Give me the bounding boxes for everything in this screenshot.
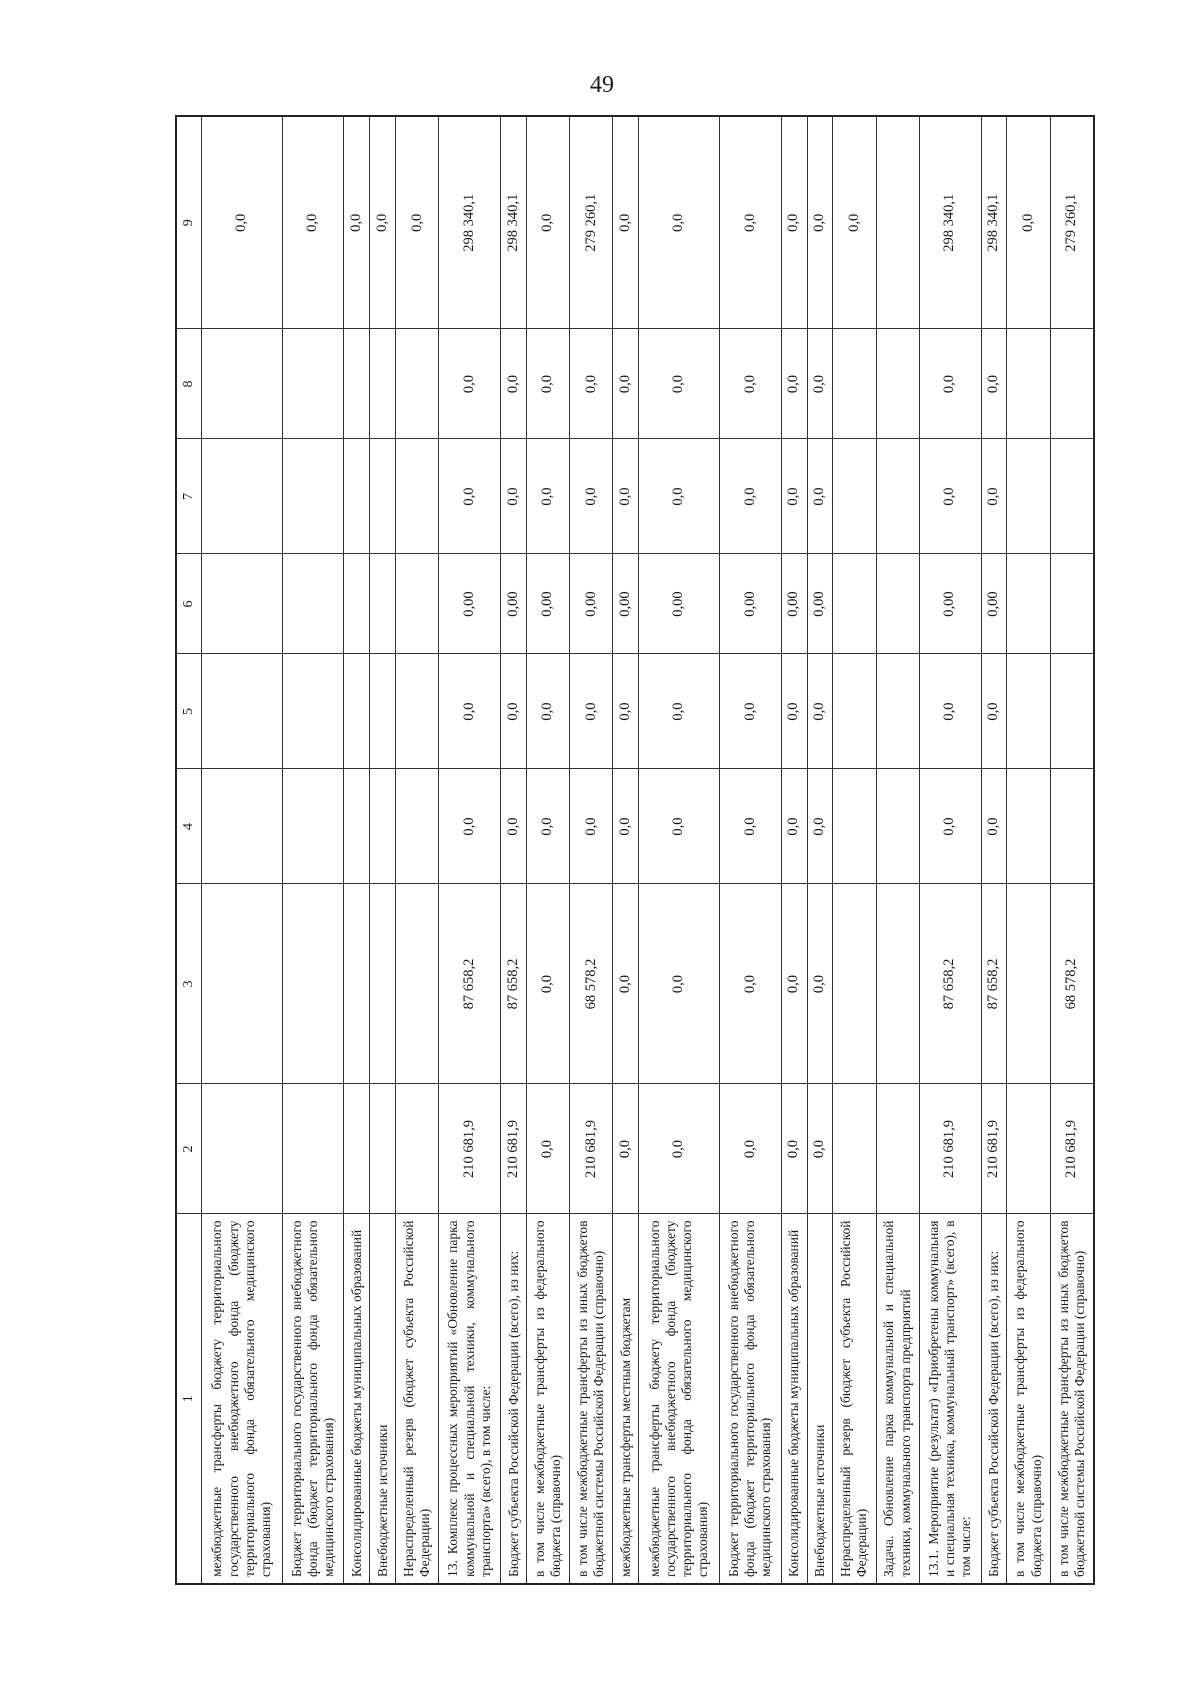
table-row [719,116,781,1584]
header-cell: 7 [176,439,202,554]
value-cell [1050,769,1094,884]
value-cell: 0,0 [527,116,570,329]
value-cell: 0,0 [396,116,439,329]
value-cell [396,439,439,554]
value-cell: 0,0 [501,654,527,769]
table-row [781,116,807,1584]
table-row [1050,116,1094,1584]
value-cell [876,884,919,1084]
row-label: в том числе межбюджетные трансферты из федерального бюджета (справочно) [527,1214,570,1584]
row-label: Консолидированные бюджеты муниципальных образований [781,1214,807,1584]
value-cell: 0,0 [833,116,876,329]
value-cell [833,329,876,439]
value-cell: 0,0 [981,439,1007,554]
value-cell: 0,0 [781,884,807,1084]
value-cell: 0,0 [639,329,720,439]
value-cell: 0,0 [639,1084,720,1214]
value-cell: 0,0 [919,329,981,439]
value-cell: 87 658,2 [501,884,527,1084]
value-cell: 0,0 [527,439,570,554]
value-cell: 0,0 [439,654,501,769]
row-label: Консолидированные бюджеты муниципальных образований [344,1214,370,1584]
value-cell: 0,0 [282,116,344,329]
row-label: Задача. Обновление парка коммунальной и специальной техники, коммунального транспорта предприятий [876,1214,919,1584]
value-cell [282,884,344,1084]
value-cell: 0,0 [781,769,807,884]
value-cell: 0,0 [613,1084,639,1214]
row-label: Бюджет субъекта Российской Федерации (всего), из них: [981,1214,1007,1584]
value-cell: 0,0 [639,116,720,329]
value-cell [370,654,396,769]
row-label: Нераспределенный резерв (бюджет субъекта Российской Федерации) [833,1214,876,1584]
value-cell: 0,0 [781,329,807,439]
value-cell [833,1084,876,1214]
row-label: в том числе межбюджетные трансферты из иных бюджетов бюджетной системы Российской Федерации (справочно) [570,1214,613,1584]
value-cell: 210 681,9 [1050,1084,1094,1214]
value-cell: 0,0 [807,884,833,1084]
value-cell: 0,0 [781,1084,807,1214]
table-row [282,116,344,1584]
value-cell [396,654,439,769]
value-cell [876,1084,919,1214]
row-label: межбюджетные трансферты местным бюджетам [613,1214,639,1584]
value-cell: 0,0 [570,439,613,554]
value-cell [344,654,370,769]
value-cell [202,769,283,884]
value-cell: 0,0 [527,1084,570,1214]
value-cell: 0,00 [719,554,781,654]
value-cell: 0,00 [501,554,527,654]
value-cell [1050,439,1094,554]
value-cell: 0,00 [439,554,501,654]
value-cell: 0,0 [527,769,570,884]
value-cell: 0,0 [527,884,570,1084]
table-row [439,116,501,1584]
row-label: межбюджетные трансферты бюджету территориального государственного внебюджетного фонда (бюджету территориального фонда обязательного медицинского страхования) [639,1214,720,1584]
table-row [527,116,570,1584]
value-cell [876,329,919,439]
value-cell [833,769,876,884]
value-cell: 0,0 [202,116,283,329]
value-cell: 0,0 [570,654,613,769]
value-cell [876,116,919,329]
value-cell: 279 260,1 [1050,116,1094,329]
value-cell [202,554,283,654]
value-cell [370,329,396,439]
value-cell [1007,554,1050,654]
value-cell [1050,554,1094,654]
value-cell: 0,00 [981,554,1007,654]
value-cell [344,439,370,554]
value-cell [344,329,370,439]
value-cell: 0,0 [781,116,807,329]
value-cell: 279 260,1 [570,116,613,329]
value-cell: 0,0 [719,1084,781,1214]
value-cell: 0,0 [719,329,781,439]
value-cell [1007,329,1050,439]
value-cell: 0,0 [781,654,807,769]
value-cell: 0,0 [501,329,527,439]
value-cell: 298 340,1 [981,116,1007,329]
value-cell: 0,0 [570,329,613,439]
value-cell: 0,0 [570,769,613,884]
value-cell: 0,00 [919,554,981,654]
value-cell: 87 658,2 [981,884,1007,1084]
value-cell [876,654,919,769]
value-cell [1007,1084,1050,1214]
table-row [613,116,639,1584]
table-row [833,116,876,1584]
value-cell: 0,0 [807,439,833,554]
row-label: межбюджетные трансферты бюджету территориального государственного внебюджетного фонда (бюджету территориального фонда обязательного медицинского страхования) [202,1214,283,1584]
value-cell [396,554,439,654]
value-cell [282,769,344,884]
value-cell: 0,0 [639,439,720,554]
value-cell [396,884,439,1084]
value-cell: 210 681,9 [981,1084,1007,1214]
value-cell: 0,0 [344,116,370,329]
value-cell: 0,0 [527,654,570,769]
value-cell: 0,0 [807,654,833,769]
value-cell [876,554,919,654]
table-row [981,116,1007,1584]
value-cell: 0,0 [613,439,639,554]
value-cell: 0,0 [439,329,501,439]
value-cell: 298 340,1 [501,116,527,329]
header-cell: 1 [176,1214,202,1584]
value-cell: 87 658,2 [919,884,981,1084]
header-cell: 5 [176,654,202,769]
value-cell [344,769,370,884]
value-cell [370,769,396,884]
header-cell: 2 [176,1084,202,1214]
value-cell: 0,0 [919,654,981,769]
value-cell: 0,0 [527,329,570,439]
value-cell: 0,00 [527,554,570,654]
header-cell: 3 [176,884,202,1084]
header-cell: 4 [176,769,202,884]
table-row [396,116,439,1584]
value-cell [370,884,396,1084]
table-row [1007,116,1050,1584]
table-row [919,116,981,1584]
value-cell: 0,0 [719,116,781,329]
table-row [344,116,370,1584]
header-cell: 6 [176,554,202,654]
header-cell: 8 [176,329,202,439]
value-cell [202,1084,283,1214]
value-cell [344,554,370,654]
value-cell: 0,0 [719,654,781,769]
value-cell [396,1084,439,1214]
value-cell [202,439,283,554]
value-cell [202,654,283,769]
value-cell [282,654,344,769]
header-row [176,116,202,1584]
value-cell: 0,0 [919,439,981,554]
rotated-table-container [175,117,1095,1585]
value-cell: 0,00 [807,554,833,654]
value-cell: 0,0 [370,116,396,329]
row-label: в том числе межбюджетные трансферты из федерального бюджета (справочно) [1007,1214,1050,1584]
value-cell: 0,0 [613,329,639,439]
value-cell [1007,769,1050,884]
value-cell [202,884,283,1084]
row-label: 13. Комплекс процессных мероприятий «Обновление парка коммунальной и специальной техники, коммунального транспорта» (всего), в том числе: [439,1214,501,1584]
value-cell: 0,0 [719,884,781,1084]
table-body [202,116,1095,1584]
value-cell [833,439,876,554]
value-cell: 210 681,9 [439,1084,501,1214]
table-row [501,116,527,1584]
value-cell: 210 681,9 [570,1084,613,1214]
value-cell: 0,0 [719,769,781,884]
value-cell [833,554,876,654]
value-cell: 0,0 [919,769,981,884]
value-cell: 0,00 [639,554,720,654]
table-row [639,116,720,1584]
value-cell: 68 578,2 [1050,884,1094,1084]
table-row [570,116,613,1584]
value-cell [833,654,876,769]
value-cell [370,554,396,654]
table-row [807,116,833,1584]
value-cell [282,439,344,554]
value-cell: 0,0 [807,769,833,884]
value-cell: 0,0 [807,329,833,439]
value-cell: 0,0 [781,439,807,554]
value-cell: 0,0 [719,439,781,554]
value-cell: 0,0 [501,769,527,884]
value-cell: 0,0 [439,439,501,554]
value-cell [370,439,396,554]
value-cell: 0,0 [613,769,639,884]
value-cell: 0,0 [807,116,833,329]
value-cell: 87 658,2 [439,884,501,1084]
row-label: Бюджет территориального государственного внебюджетного фонда (бюджет территориального фонда обязательного медицинского страхования) [719,1214,781,1584]
row-label: Внебюджетные источники [370,1214,396,1584]
value-cell: 0,0 [501,439,527,554]
value-cell: 210 681,9 [501,1084,527,1214]
value-cell: 298 340,1 [439,116,501,329]
value-cell: 210 681,9 [919,1084,981,1214]
row-label: Нераспределенный резерв (бюджет субъекта Российской Федерации) [396,1214,439,1584]
row-label: Бюджет субъекта Российской Федерации (всего), из них: [501,1214,527,1584]
value-cell [876,439,919,554]
value-cell: 0,0 [639,769,720,884]
value-cell [876,769,919,884]
value-cell [282,329,344,439]
budget-table [175,115,1095,1585]
row-label: Внебюджетные источники [807,1214,833,1584]
value-cell [202,329,283,439]
value-cell: 0,00 [613,554,639,654]
value-cell [396,769,439,884]
value-cell: 0,0 [639,884,720,1084]
value-cell: 0,0 [807,1084,833,1214]
value-cell: 0,00 [570,554,613,654]
table-row [370,116,396,1584]
value-cell: 0,0 [981,329,1007,439]
value-cell: 0,0 [613,116,639,329]
value-cell: 0,0 [639,654,720,769]
header-cell: 9 [176,116,202,329]
value-cell [1007,884,1050,1084]
value-cell: 0,00 [781,554,807,654]
value-cell: 0,0 [981,769,1007,884]
value-cell: 0,0 [1007,116,1050,329]
table-row [876,116,919,1584]
value-cell: 0,0 [439,769,501,884]
value-cell: 68 578,2 [570,884,613,1084]
value-cell [344,884,370,1084]
value-cell [833,884,876,1084]
value-cell [370,1084,396,1214]
value-cell [396,329,439,439]
value-cell [344,1084,370,1214]
value-cell: 0,0 [613,884,639,1084]
value-cell: 298 340,1 [919,116,981,329]
row-label: Бюджет территориального государственного внебюджетного фонда (бюджет территориального фонда обязательного медицинского страхования) [282,1214,344,1584]
row-label: в том числе межбюджетные трансферты из иных бюджетов бюджетной системы Российской Федерации (справочно) [1050,1214,1094,1584]
value-cell [282,554,344,654]
value-cell: 0,0 [981,654,1007,769]
page-number: 49 [590,72,614,98]
value-cell [1050,654,1094,769]
value-cell [1050,329,1094,439]
value-cell [1007,439,1050,554]
row-label: 13.1. Мероприятие (результат) «Приобретены коммунальная и специальная техника, коммунальный транспорт» (всего), в том числе: [919,1214,981,1584]
value-cell [282,1084,344,1214]
value-cell: 0,0 [613,654,639,769]
value-cell [1007,654,1050,769]
table-row [202,116,283,1584]
